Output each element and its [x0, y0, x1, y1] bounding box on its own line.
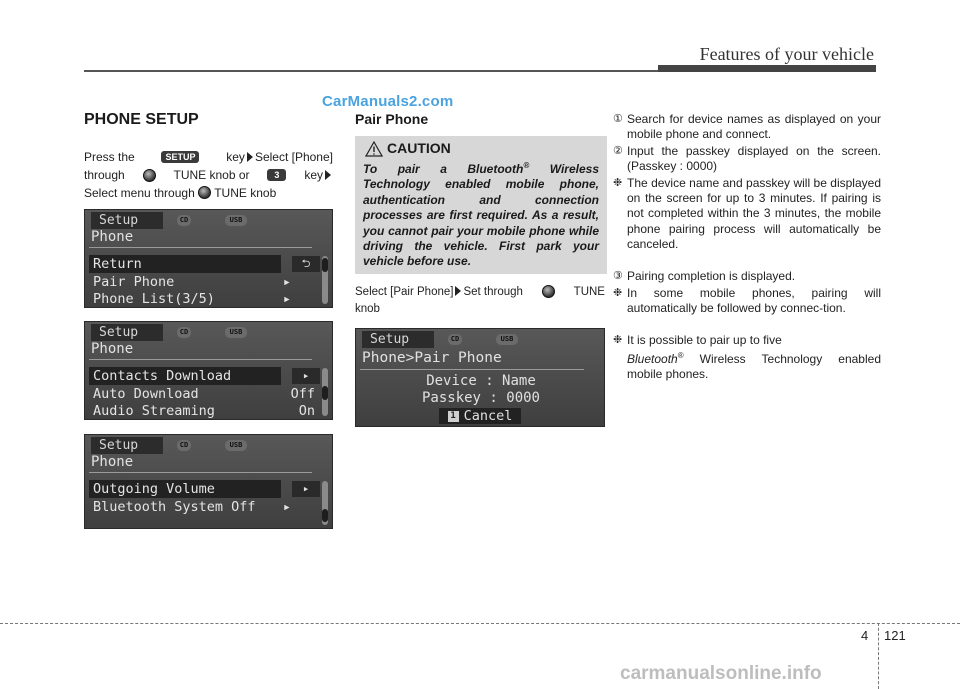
note-marker: ❉: [613, 334, 623, 346]
pair-instruction-cont: knob: [355, 303, 380, 315]
footer-divider: [878, 623, 879, 689]
instruction-line-3: [84, 186, 276, 200]
cancel-button[interactable]: [439, 408, 521, 424]
usb-indicator: USB: [225, 327, 247, 338]
step-marker: ③: [613, 270, 623, 282]
header-rule: [84, 70, 660, 72]
text: TUNE: [573, 285, 605, 298]
divider: [89, 359, 312, 360]
pair-phone-heading: Pair Phone: [355, 111, 429, 127]
screen-title: Phone: [91, 229, 134, 245]
text: Set through: [463, 285, 523, 298]
divider: [360, 369, 584, 370]
menu-item-phone-list[interactable]: Phone List(3/5) ▸: [93, 291, 291, 307]
usb-indicator: USB: [496, 334, 518, 345]
note-marker: ❉: [613, 177, 623, 189]
scrollbar[interactable]: [322, 368, 328, 416]
step-1: [613, 112, 881, 142]
text: Select [Pair Phone]: [355, 285, 454, 298]
tab-setup: Setup: [362, 331, 434, 348]
scrollbar[interactable]: [322, 481, 328, 525]
text: key: [226, 150, 245, 164]
note-1: [613, 176, 881, 252]
instruction-line-2: [84, 168, 333, 182]
tune-knob-icon: [143, 169, 156, 182]
header-rule-bold: [658, 65, 876, 72]
step-marker: ②: [613, 145, 623, 157]
divider: [89, 472, 312, 473]
tune-knob-icon: [542, 285, 555, 298]
text: Select [Phone]: [254, 150, 333, 164]
step-text: Input the passkey displayed on the screen. (Passkey : 0000): [627, 144, 881, 174]
section-title: Features of your vehicle: [699, 44, 874, 64]
phone-setup-heading: PHONE SETUP: [84, 111, 199, 128]
arrow-right-icon: [455, 286, 461, 296]
cd-indicator: CD: [177, 440, 191, 451]
cd-indicator: CD: [177, 327, 191, 338]
scrollbar[interactable]: [322, 256, 328, 304]
setup-key-icon: SETUP: [161, 151, 199, 163]
screen-title: Phone: [91, 454, 134, 470]
phone-menu-screen-1: [84, 209, 333, 308]
text: Press the: [84, 150, 135, 164]
note-text: The device name and passkey will be displayed on the screen for up to 3 minutes. If pairing is not completed within the 3 minutes, the mobile phone pairing process will automatically be canceled.: [627, 176, 881, 251]
tune-knob-icon: [198, 186, 211, 199]
step-2: [613, 144, 881, 174]
menu-item-return[interactable]: Return: [89, 255, 281, 273]
divider: [89, 247, 312, 248]
step-marker: ①: [613, 113, 623, 125]
usb-indicator: USB: [225, 440, 247, 451]
instruction-line-1: [84, 150, 333, 164]
key-1-icon: 1: [448, 411, 459, 422]
pair-instruction: [355, 285, 605, 298]
menu-item-audio-streaming[interactable]: Audio Streaming On: [93, 403, 315, 419]
warning-icon: [365, 141, 383, 157]
step-3: [613, 269, 881, 284]
caution-text: To pair a Bluetooth® Wireless Technology enabled mobile phone, authentication and connection processes are first required. As a result, you cannot pair your mobile phone while driving the vehicle. First park your vehicle before use.: [363, 161, 599, 269]
caution-box: [355, 136, 607, 274]
text: key: [304, 168, 323, 182]
menu-item-auto-download[interactable]: Auto Download Off: [93, 386, 315, 402]
phone-menu-screen-3: [84, 434, 333, 529]
text: TUNE knob or: [173, 168, 250, 182]
menu-item-bluetooth-system-off[interactable]: Bluetooth System Off ▸: [93, 499, 291, 515]
footer-rule: [0, 623, 960, 624]
step-text: Search for device names as displayed on your mobile phone and connect.: [627, 112, 881, 142]
tab-setup: Setup: [91, 324, 163, 341]
page-number: 121: [884, 628, 906, 643]
usb-indicator: USB: [225, 215, 247, 226]
arrow-right-icon: [247, 152, 253, 162]
cd-indicator: CD: [177, 215, 191, 226]
pair-phone-screen: [355, 328, 605, 427]
chevron-right-icon[interactable]: ▸: [292, 481, 320, 497]
arrow-right-icon: [325, 170, 331, 180]
return-icon[interactable]: ⮌: [292, 256, 320, 272]
step-text: Pairing completion is displayed.: [627, 269, 796, 283]
passkey-line: Passkey : 0000: [421, 390, 540, 406]
screen-title: Phone>Pair Phone: [362, 350, 502, 366]
caution-title: CAUTION: [387, 140, 451, 156]
phone-menu-screen-2: [84, 321, 333, 420]
note-2: [613, 286, 881, 316]
menu-item-outgoing-volume[interactable]: Outgoing Volume: [89, 480, 281, 498]
key-3-icon: 3: [267, 169, 286, 181]
note-text: It is possible to pair up to five Bluetooth® Wireless Technology enabled mobile phones.: [627, 333, 881, 382]
device-name-line: Device : Name: [426, 373, 536, 389]
watermark-top: CarManuals2.com: [322, 93, 454, 110]
note-marker: ❉: [613, 287, 623, 299]
text: through: [84, 168, 125, 182]
text: TUNE knob: [214, 186, 277, 200]
chapter-number: 4: [861, 628, 869, 643]
watermark-bottom: carmanualsonline.info: [620, 663, 822, 684]
cd-indicator: CD: [448, 334, 462, 345]
note-text: In some mobile phones, pairing will automatically be followed by connec-tion.: [627, 286, 881, 316]
note-3: [613, 333, 881, 383]
screen-title: Phone: [91, 341, 134, 357]
chevron-right-icon[interactable]: ▸: [292, 368, 320, 384]
menu-item-contacts-download[interactable]: Contacts Download: [89, 367, 281, 385]
tab-setup: Setup: [91, 437, 163, 454]
tab-setup: Setup: [91, 212, 163, 229]
text: Select menu through: [84, 186, 195, 200]
menu-item-pair-phone[interactable]: Pair Phone ▸: [93, 274, 291, 290]
cancel-label: Cancel: [463, 408, 513, 424]
